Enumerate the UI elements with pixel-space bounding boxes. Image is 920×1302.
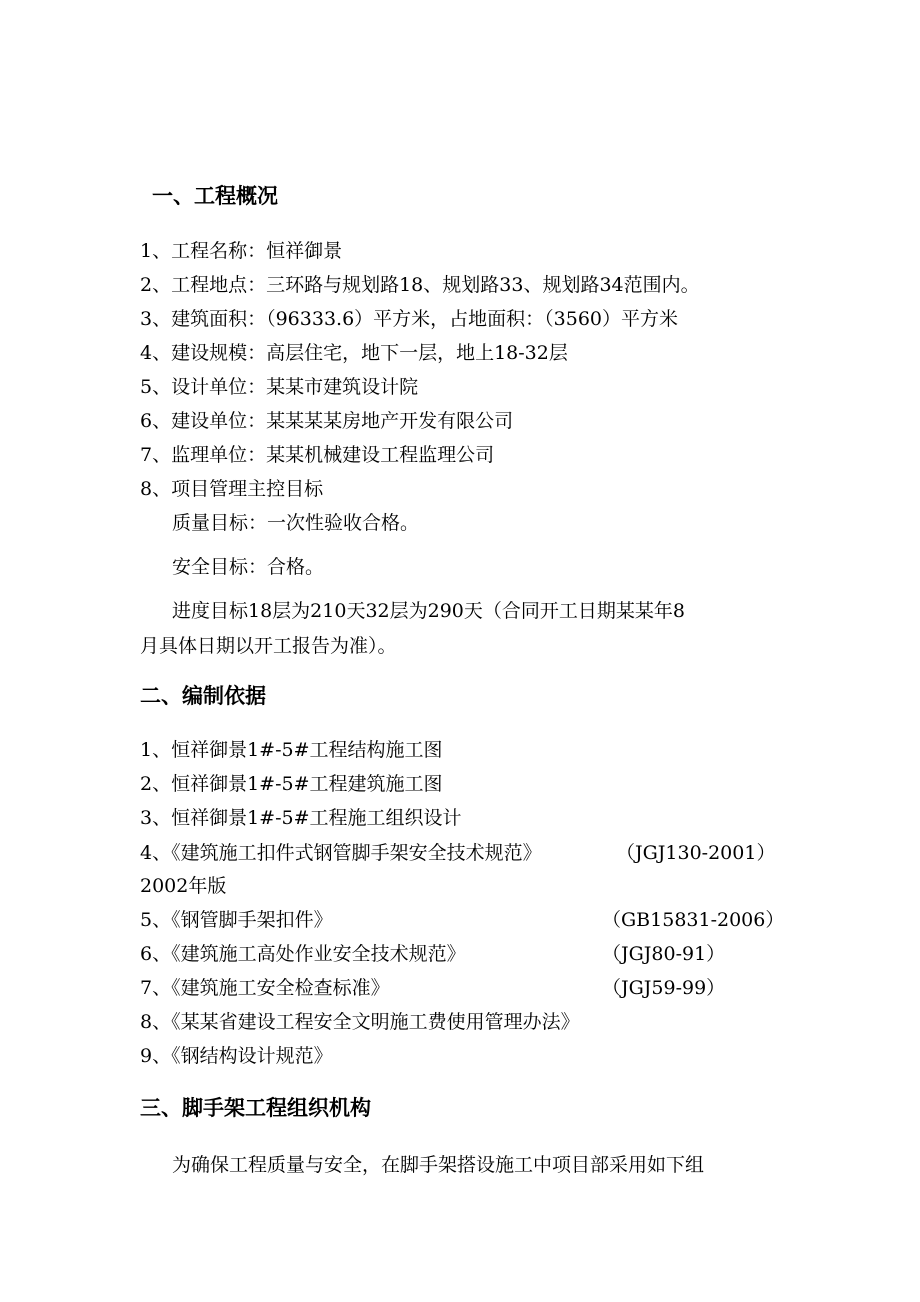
section-2-title: 二、编制依据 (140, 684, 266, 708)
s1-item-1: 1、工程名称：恒祥御景 (140, 240, 343, 262)
s2-item-6: 6、《建筑施工高处作业安全技术规范》 (140, 943, 466, 965)
section-3-title: 三、脚手架工程组织机构 (140, 1096, 371, 1120)
quality-target: 质量目标：一次性验收合格。 (172, 512, 420, 534)
s2-item-5-code: （GB15831-2006） (602, 909, 785, 931)
s3-paragraph: 为确保工程质量与安全，在脚手架搭设施工中项目部采用如下组 (172, 1154, 705, 1176)
safety-target: 安全目标：合格。 (172, 556, 325, 578)
s2-item-9: 9、《钢结构设计规范》 (140, 1045, 333, 1067)
s1-item-4: 4、建设规模：高层住宅，地下一层，地上18-32层 (140, 342, 568, 364)
s1-item-2: 2、工程地点：三环路与规划路18、规划路33、规划路34范围内。 (140, 274, 700, 296)
schedule-target-line-1: 进度目标18层为210天32层为290天（合同开工日期某某年8 (172, 600, 685, 622)
s2-item-4-code: （JGJ130-2001） (616, 842, 776, 864)
s1-item-8: 8、项目管理主控目标 (140, 478, 324, 500)
s2-item-4-continuation: 2002年版 (140, 875, 227, 897)
s2-item-2: 2、恒祥御景1#-5#工程建筑施工图 (140, 773, 443, 795)
s2-item-7-code: （JGJ59-99） (602, 977, 726, 999)
s1-item-6: 6、建设单位：某某某某房地产开发有限公司 (140, 410, 514, 432)
s2-item-8: 8、《某某省建设工程安全文明施工费使用管理办法》 (140, 1011, 580, 1033)
section-1-title: 一、工程概况 (152, 184, 278, 208)
s2-item-3: 3、恒祥御景1#-5#工程施工组织设计 (140, 807, 462, 829)
schedule-target-line-2: 月具体日期以开工报告为准）。 (140, 635, 397, 657)
s1-item-7: 7、监理单位：某某机械建设工程监理公司 (140, 444, 495, 466)
s2-item-7: 7、《建筑施工安全检查标准》 (140, 977, 390, 999)
s2-item-6-code: （JGJ80-91） (602, 943, 726, 965)
s2-item-1: 1、恒祥御景1#-5#工程结构施工图 (140, 739, 443, 761)
s2-item-4: 4、《建筑施工扣件式钢管脚手架安全技术规范》 (140, 842, 542, 864)
s1-item-5: 5、设计单位：某某市建筑设计院 (140, 376, 419, 398)
s1-item-3: 3、建筑面积：（96333.6）平方米，占地面积：（3560）平方米 (140, 308, 679, 330)
s2-item-5: 5、《钢管脚手架扣件》 (140, 909, 333, 931)
